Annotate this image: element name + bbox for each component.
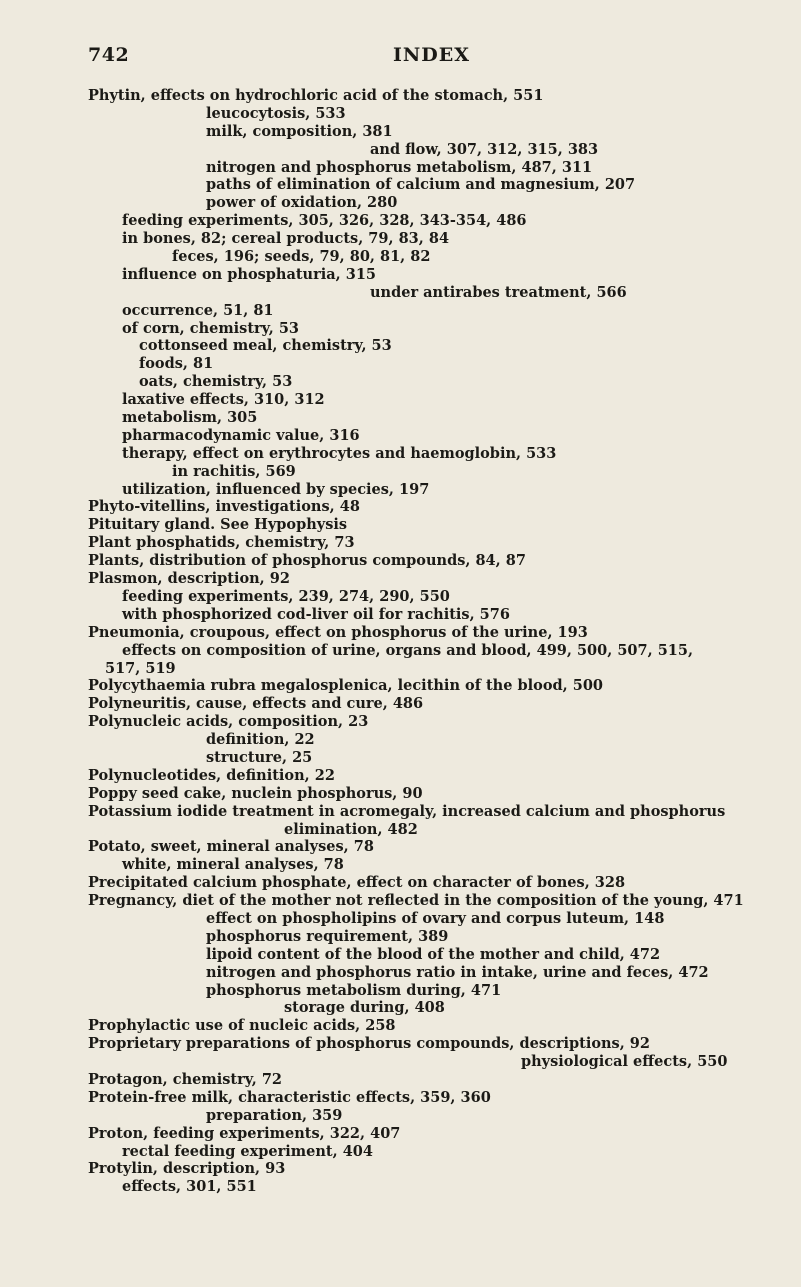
index-entry: Phytin, effects on hydrochloric acid of the stomach, 551 (88, 87, 544, 104)
index-entry: Proton, feeding experiments, 322, 407 (88, 1124, 401, 1142)
index-entry: with phosphorized cod-liver oil for rachitis, 576 (122, 605, 510, 623)
index-entry: feces, 196; seeds, 79, 80, 81, 82 (172, 248, 431, 266)
index-entry: power of oxidation, 280 (206, 194, 398, 212)
index-entry: Pregnancy, diet of the mother not reflected in the composition of the young, 471 (88, 892, 744, 910)
index-entry: elimination, 482 (284, 820, 418, 838)
index-entry: occurrence, 51, 81 (122, 301, 274, 319)
index-entry: lipoid content of the blood of the mother and child, 472 (206, 945, 661, 963)
index-entry: utilization, influenced by species, 197 (122, 480, 430, 498)
index-entry: preparation, 359 (206, 1106, 343, 1124)
index-entry: in bones, 82; cereal products, 79, 83, 84 (122, 230, 450, 248)
index-entry: milk, composition, 381 (206, 122, 393, 140)
index-entry: effect on phospholipins of ovary and corpus luteum, 148 (206, 909, 665, 927)
index-entry: white, mineral analyses, 78 (122, 856, 344, 874)
index-entry: nitrogen and phosphorus ratio in intake, urine and feces, 472 (206, 963, 709, 981)
page-title: INDEX (393, 44, 470, 66)
index-entry: Pneumonia, croupous, effect on phosphorus of the urine, 193 (88, 623, 588, 641)
index-entry: in rachitis, 569 (172, 462, 296, 480)
index-entry: phosphorus metabolism during, 471 (206, 981, 502, 999)
index-entry: Protylin, description, 93 (88, 1160, 286, 1178)
index-entry: phosphorus requirement, 389 (206, 927, 449, 945)
page-header (88, 44, 708, 72)
index-entry: influence on phosphaturia, 315 (122, 265, 377, 283)
page-number: 742 (88, 44, 130, 66)
index-entry: of corn, chemistry, 53 (122, 319, 299, 337)
index-entry: Polycythaemia rubra megalosplenica, lecithin of the blood, 500 (88, 677, 603, 695)
index-entry: storage during, 408 (284, 999, 445, 1017)
index-entry: 517, 519 (105, 659, 176, 677)
index-entry: feeding experiments, 305, 326, 328, 343-354, 486 (122, 212, 527, 230)
index-entry: leucocytosis, 533 (206, 104, 346, 122)
index-entry: Protein-free milk, characteristic effects, 359, 360 (88, 1088, 491, 1106)
index-entry: Plant phosphatids, chemistry, 73 (88, 534, 355, 552)
index-entry: effects on composition of urine, organs and blood, 499, 500, 507, 515, (122, 641, 694, 659)
index-entry: rectal feeding experiment, 404 (122, 1142, 373, 1160)
index-entry: Poppy seed cake, nuclein phosphorus, 90 (88, 784, 423, 802)
index-entry: Phyto-vitellins, investigations, 48 (88, 498, 360, 516)
index-entry: laxative effects, 310, 312 (122, 391, 325, 409)
index-entry: metabolism, 305 (122, 409, 258, 427)
index-entry: nitrogen and phosphorus metabolism, 487, 311 (206, 158, 593, 176)
index-entry: Polynucleotides, definition, 22 (88, 766, 335, 784)
index-entry: feeding experiments, 239, 274, 290, 550 (122, 587, 450, 605)
index-entry: Potassium iodide treatment in acromegaly, increased calcium and phosphorus (88, 802, 726, 820)
index-entry: definition, 22 (206, 731, 315, 749)
index-entry: structure, 25 (206, 748, 313, 766)
index-entry: pharmacodynamic value, 316 (122, 426, 360, 444)
index-entry: Proprietary preparations of phosphorus compounds, descriptions, 92 (88, 1035, 650, 1053)
index-entry: therapy, effect on erythrocytes and haemoglobin, 533 (122, 444, 557, 462)
index-entry: Potato, sweet, mineral analyses, 78 (88, 838, 374, 856)
index-entries (88, 87, 768, 1196)
index-entry: cottonseed meal, chemistry, 53 (139, 337, 392, 355)
index-entry: Polyneuritis, cause, effects and cure, 486 (88, 695, 424, 713)
index-entry: physiological effects, 550 (521, 1053, 728, 1071)
index-entry: Precipitated calcium phosphate, effect on character of bones, 328 (88, 874, 626, 892)
index-entry: Polynucleic acids, composition, 23 (88, 713, 369, 731)
index-entry: effects, 301, 551 (122, 1178, 257, 1196)
index-entry: Prophylactic use of nucleic acids, 258 (88, 1017, 396, 1035)
index-entry: and flow, 307, 312, 315, 383 (370, 140, 599, 158)
index-entry: Plants, distribution of phosphorus compounds, 84, 87 (88, 552, 526, 570)
index-entry: oats, chemistry, 53 (139, 373, 293, 391)
index-entry: foods, 81 (139, 355, 214, 373)
index-entry: under antirabes treatment, 566 (370, 283, 627, 301)
index-entry: paths of elimination of calcium and magnesium, 207 (206, 176, 636, 194)
index-entry: Pituitary gland. See Hypophysis (88, 516, 348, 534)
index-entry: Plasmon, description, 92 (88, 570, 290, 588)
index-entry: Protagon, chemistry, 72 (88, 1070, 283, 1088)
